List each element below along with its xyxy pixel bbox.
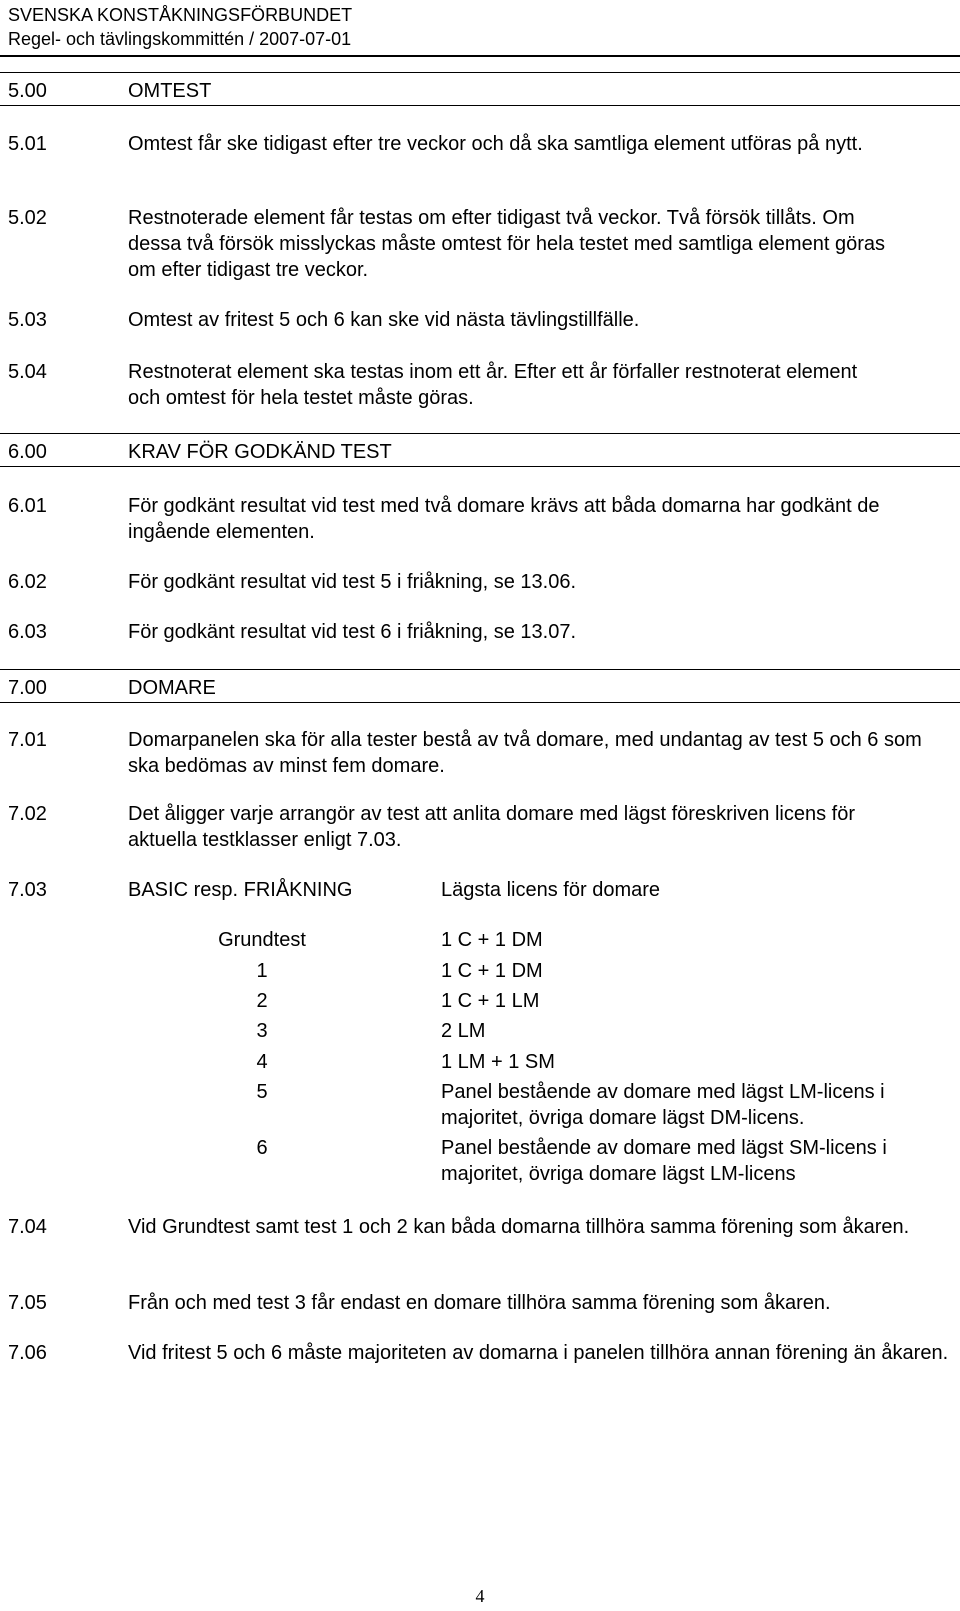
rule-number: 6.01 — [8, 495, 47, 517]
table-row-licence: Panel bestående av domare med lägst SM-licens i majoritet, övriga domare lägst LM-licens — [441, 1137, 887, 1185]
section-heading-6 — [0, 433, 960, 467]
header-divider — [0, 55, 960, 57]
section-title: KRAV FÖR GODKÄND TEST — [128, 441, 392, 463]
section-heading-7 — [0, 669, 960, 703]
rule-text: För godkänt resultat vid test med två domare krävs att båda domarna har godkänt de ingående elementen. — [128, 495, 880, 543]
rule-number: 5.03 — [8, 309, 47, 331]
section-number: 7.00 — [8, 677, 47, 699]
table-row-licence: Panel bestående av domare med lägst LM-licens i majoritet, övriga domare lägst DM-licens. — [441, 1081, 885, 1129]
table-column-header-test: BASIC resp. FRIÅKNING — [128, 879, 353, 901]
rule-text: Restnoterade element får testas om efter tidigast två veckor. Två försök tillåts. Om dessa två försök misslyckas måste omtest för hela testet med samtliga element göras om efter tidigast tre veckor. — [128, 207, 885, 281]
document-header-committee: Regel- och tävlingskommittén / 2007-07-01 — [8, 29, 352, 49]
table-row-test: 4 — [256, 1051, 268, 1073]
rule-text: Domarpanelen ska för alla tester bestå av två domare, med undantag av test 5 och 6 som ska bedömas av minst fem domare. — [128, 729, 922, 777]
rule-number: 7.05 — [8, 1292, 47, 1314]
table-row-test: 3 — [256, 1020, 268, 1042]
rule-number: 6.03 — [8, 621, 47, 643]
rule-text: För godkänt resultat vid test 6 i friåkning, se 13.07. — [128, 621, 577, 643]
rule-text: Restnoterat element ska testas inom ett år. Efter ett år förfaller restnoterat element och omtest för hela testet måste göras. — [128, 361, 858, 409]
table-row-licence: 1 C + 1 DM — [441, 929, 543, 951]
table-row-test: Grundtest — [218, 929, 306, 951]
table-row-test: 1 — [256, 960, 268, 982]
rule-number: 7.06 — [8, 1342, 47, 1364]
rule-number: 5.04 — [8, 361, 47, 383]
table-row-test: 2 — [256, 990, 268, 1012]
table-row-licence: 1 C + 1 LM — [441, 990, 540, 1012]
table-row-licence: 1 LM + 1 SM — [441, 1051, 555, 1073]
rule-text: Omtest av fritest 5 och 6 kan ske vid nästa tävlingstillfälle. — [128, 309, 640, 331]
rule-number: 5.01 — [8, 133, 47, 155]
rule-number: 5.02 — [8, 207, 47, 229]
rule-text: Vid fritest 5 och 6 måste majoriteten av domarna i panelen tillhöra annan förening än åkaren. — [128, 1342, 949, 1364]
section-title: OMTEST — [128, 80, 212, 102]
section-number: 5.00 — [8, 80, 47, 102]
rule-text: För godkänt resultat vid test 5 i friåkning, se 13.06. — [128, 571, 577, 593]
table-rule-number: 7.03 — [8, 879, 47, 901]
section-number: 6.00 — [8, 441, 47, 463]
rule-text: Vid Grundtest samt test 1 och 2 kan båda domarna tillhöra samma förening som åkaren. — [128, 1216, 910, 1238]
table-row-licence: 1 C + 1 DM — [441, 960, 543, 982]
section-heading-5 — [0, 72, 960, 106]
rule-number: 7.04 — [8, 1216, 47, 1238]
rule-number: 7.01 — [8, 729, 47, 751]
table-row-licence: 2 LM — [441, 1020, 486, 1042]
table-row-test: 6 — [256, 1137, 268, 1159]
section-title: DOMARE — [128, 677, 216, 699]
page-number: 4 — [475, 1586, 485, 1606]
rule-text: Omtest får ske tidigast efter tre veckor och då ska samtliga element utföras på nytt. — [128, 133, 863, 155]
rule-text: Från och med test 3 får endast en domare tillhöra samma förening som åkaren. — [128, 1292, 831, 1314]
table-column-header-licence: Lägsta licens för domare — [441, 879, 661, 901]
rule-text: Det åligger varje arrangör av test att anlita domare med lägst föreskriven licens för aktuella testklasser enligt 7.03. — [128, 803, 856, 851]
table-row-test: 5 — [256, 1081, 268, 1103]
document-header-org: SVENSKA KONSTÅKNINGSFÖRBUNDET — [8, 5, 353, 25]
rule-number: 6.02 — [8, 571, 47, 593]
rule-number: 7.02 — [8, 803, 47, 825]
